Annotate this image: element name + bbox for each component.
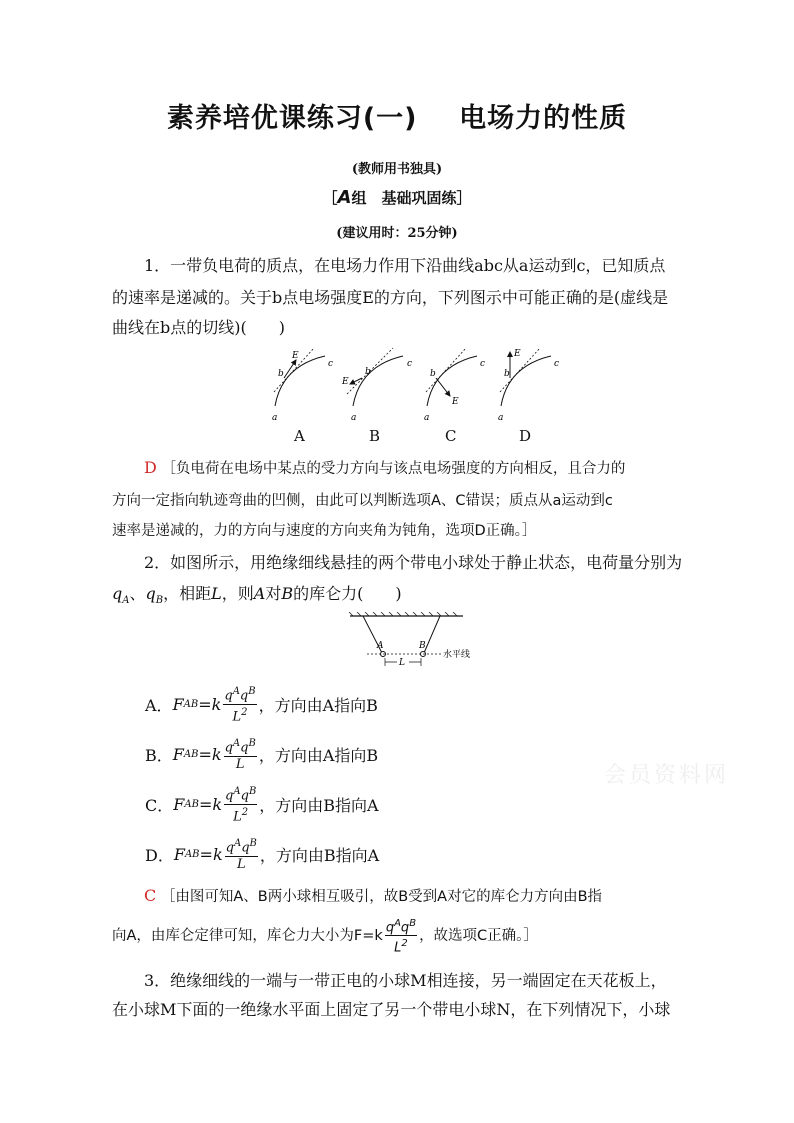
fig-d-c: c (554, 359, 560, 369)
fig-b-e: E (342, 377, 349, 387)
page-title (0, 96, 794, 135)
fig-label-d: D (519, 427, 532, 445)
q2-fig-a: A (377, 641, 384, 651)
fig-a-a: a (272, 413, 278, 423)
q1-line2: 的速率是递减的。关于b点电场强度E的方向，下列图示中可能正确的是(虚线是 (112, 288, 669, 307)
fraction: $\frac{q^Aq^B}{L}$ (224, 738, 256, 772)
fig-d-a: a (498, 413, 504, 423)
fraction: $\frac{q^Aq^B}{L^2}$ (385, 918, 417, 956)
figure-d (498, 348, 559, 423)
group-letter: A (337, 187, 352, 208)
fig-c-b: b (430, 369, 436, 379)
fig-c-e: E (452, 397, 459, 407)
fig-d-b: b (504, 369, 510, 379)
group-heading (0, 187, 794, 208)
watermark: 会员资料网 (604, 763, 730, 788)
fig-b-a: a (351, 413, 357, 423)
q2-answer-line2: 向A，由库仑定律可知，库仑力大小为F=k $\frac{q^Aq^B}{L^2}$ ，故选项C正确。］ (112, 918, 538, 956)
q1-answer-text1: ［负电荷在电场中某点的受力方向与该点电场强度的方向相反，且合力的 (161, 461, 626, 477)
q1-answer-line1 (112, 453, 684, 484)
q1-answer-line2: 方向一定指向轨迹弯曲的凹侧，由此可以判断选项A、C错误；质点从a运动到c (112, 493, 613, 509)
q2-line1: 2．如图所示，用绝缘细线悬挂的两个带电小球处于静止状态，电荷量分别为 (144, 553, 683, 572)
fig-b-b: b (365, 367, 371, 377)
bracket-close: ］ (456, 189, 472, 207)
q1-figures (0, 340, 794, 430)
figure-b (341, 348, 412, 423)
fig-a-b: b (278, 369, 284, 379)
q2-option-c[interactable]: C． F AB =k $\frac{q^Aq^B}{L^2}$ ，方向由B指向A (145, 786, 379, 824)
q1-answer-line3: 速率是递减的，力的方向与速度的方向夹角为钝角，选项D正确。］ (112, 523, 537, 539)
fraction: $\frac{q^Aq^B}{L^2}$ (224, 686, 256, 724)
fig-c-a: a (424, 413, 430, 423)
fig-c-c: c (480, 359, 486, 369)
q2-fig-b: B (419, 641, 426, 651)
q1-line3: 曲线在b点的切线)( ) (112, 318, 285, 337)
q2-figure (345, 612, 485, 672)
teacher-note: (教师用书独具) (351, 162, 443, 177)
q2-answer-letter: C (144, 886, 157, 905)
q2-line2: $q_A$、$q_B$，相距L，则A对B的库仑力( ) (112, 584, 402, 607)
fig-a-c: c (328, 359, 334, 369)
q2-option-d[interactable]: D． F AB =k $\frac{q^Aq^B}{L}$ ，方向由B指向A (145, 838, 380, 872)
title-main: 素养培优课练习(一) (166, 103, 418, 134)
q2-option-a[interactable]: A． F AB =k $\frac{q^Aq^B}{L^2}$ ，方向由A指向B (145, 686, 378, 724)
fig-label-b: B (369, 427, 381, 445)
bracket-open: ［ (322, 189, 338, 207)
fig-b-c: c (407, 359, 413, 369)
q3-line2: 在小球M下面的一绝缘水平面上固定了另一个带电小球N，在下列情况下，小球 (112, 1000, 671, 1019)
fraction: $\frac{q^Aq^B}{L^2}$ (225, 786, 257, 824)
title-sub: 电场力的性质 (459, 103, 628, 134)
fig-label-a: A (294, 427, 305, 445)
time-hint: (建议用时：25分钟) (336, 226, 458, 241)
figure-a (272, 348, 333, 423)
fig-a-e: E (292, 351, 299, 361)
fig-label-c: C (445, 427, 457, 445)
q2-answer-line1 (112, 881, 684, 912)
q2-option-b[interactable]: B． F AB =k $\frac{q^Aq^B}{L}$ ，方向由A指向B (145, 738, 379, 772)
fraction: $\frac{q^Aq^B}{L}$ (225, 838, 257, 872)
fig-d-e: E (514, 349, 521, 359)
q3-line1: 3．绝缘细线的一端与一带正电的小球M相连接，另一端固定在天花板上， (144, 971, 667, 990)
figure-c (424, 348, 485, 423)
q2-answer-text1: ［由图可知A、B两小球相互吸引，故B受到A对它的库仑力方向由B指 (160, 889, 603, 905)
q2-fig-l: L (399, 658, 405, 668)
group-name: 组 基础巩固练 (351, 189, 457, 207)
q2-fig-horizontal: 水平线 (443, 650, 471, 660)
q1-line1: 1．一带负电荷的质点，在电场力作用下沿曲线abc从a运动到c，已知质点 (144, 256, 666, 275)
q1-answer-letter: D (144, 458, 157, 477)
